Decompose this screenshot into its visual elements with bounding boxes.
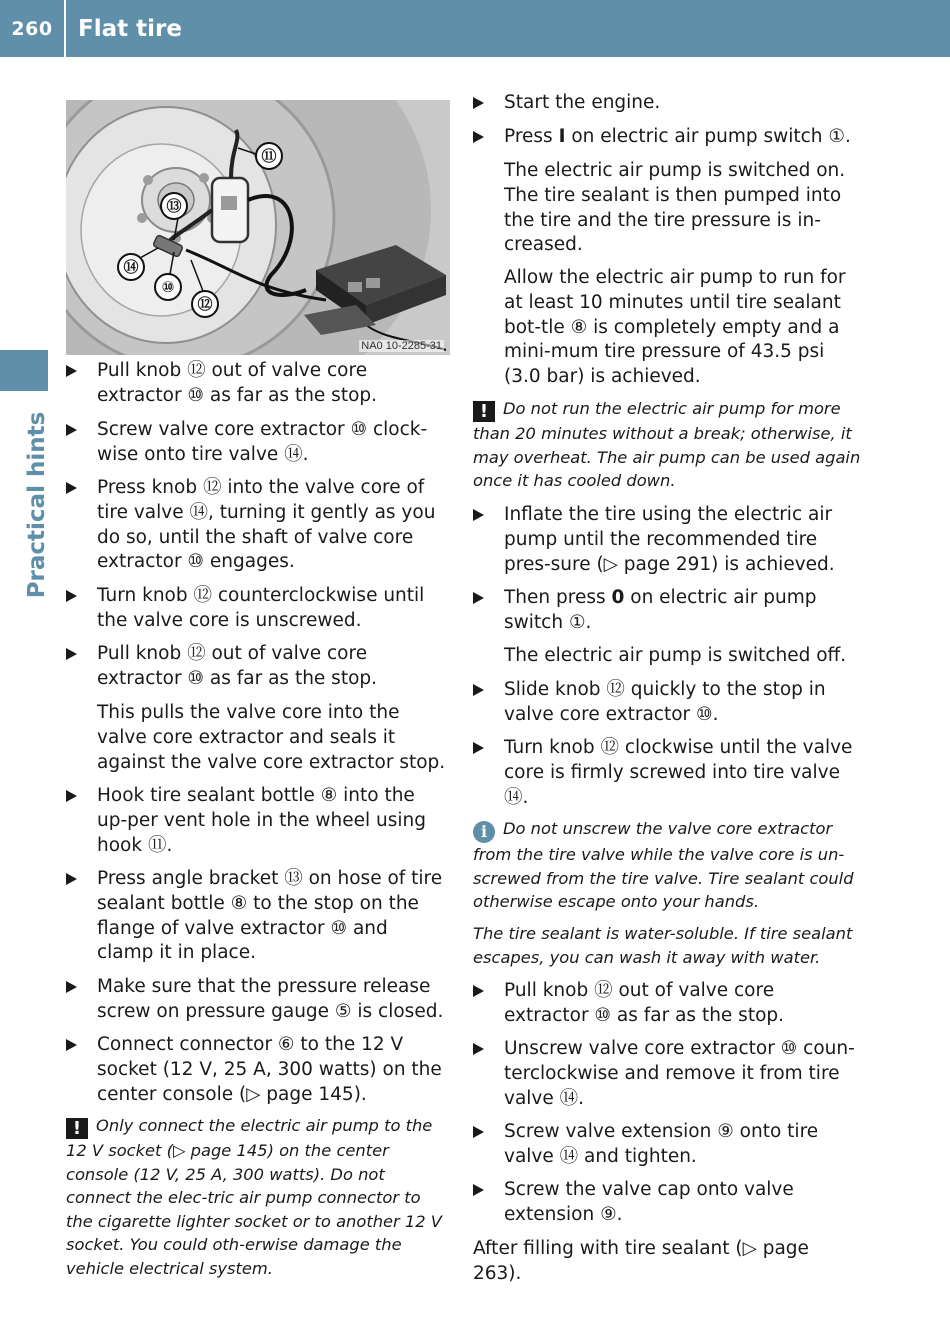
step-text: Make sure that the pressure release screw on pressure gauge ⑤ is closed. — [97, 976, 444, 1022]
list-item — [66, 867, 450, 966]
bullet-arrow-icon — [66, 981, 77, 993]
step-text: Screw the valve cap onto valve extension ⑨. — [504, 1179, 794, 1225]
step-text: Unscrew valve core extractor ⑩ coun-terclockwise and remove it from tire valve ⑭. — [504, 1038, 855, 1109]
list-item — [66, 784, 450, 858]
step-explanation: The electric air pump is switched on. The tire sealant is then pumped into the tire and the tire pressure is in-creased. — [504, 160, 846, 256]
bullet-arrow-icon — [66, 873, 77, 885]
bullet-arrow-icon — [66, 590, 77, 602]
figure-reference-code: NA0 10-2285-31 — [361, 340, 442, 352]
tire-illustration-graphic — [66, 100, 450, 355]
bullet-arrow-icon — [473, 1184, 484, 1196]
list-item — [66, 418, 450, 468]
list-item — [473, 678, 863, 728]
step-text: Turn knob ⑫ counterclockwise until the valve core is unscrewed. — [97, 585, 425, 631]
closing-text: After filling with tire sealant (▷ page 263). — [473, 1238, 809, 1284]
callout-10: ⑩ — [161, 278, 175, 296]
list-item — [66, 359, 450, 409]
bullet-arrow-icon — [473, 1126, 484, 1138]
list-item — [473, 503, 863, 577]
header-divider — [64, 0, 66, 57]
switch-position-off: 0 — [611, 587, 625, 608]
step-explanation: This pulls the valve core into the valve core extractor and seals it against the valve core extractor stop. — [97, 702, 446, 773]
list-item — [473, 1120, 863, 1170]
step-text: Slide knob ⑫ quickly to the stop in valve core extractor ⑩. — [504, 679, 826, 725]
list-item — [473, 125, 863, 150]
step-text: Pull knob ⑫ out of valve core extractor ⑩ as far as the stop. — [504, 980, 785, 1026]
bullet-arrow-icon — [473, 1043, 484, 1055]
tire-sealant-illustration — [66, 100, 450, 355]
page-number: 260 — [11, 17, 53, 40]
callout-11: ⑪ — [261, 147, 277, 165]
page-title: Flat tire — [78, 15, 182, 42]
step-text: Pull knob ⑫ out of valve core extractor ⑩ as far as the stop. — [97, 360, 378, 406]
bullet-arrow-icon — [66, 648, 77, 660]
section-tab-marker — [0, 350, 48, 391]
callout-13: ⑬ — [166, 197, 182, 215]
callout-12: ⑫ — [197, 295, 213, 313]
step-text: Screw valve core extractor ⑩ clock-wise onto tire valve ⑭. — [97, 419, 428, 465]
bullet-arrow-icon — [473, 509, 484, 521]
bullet-arrow-icon — [473, 985, 484, 997]
warning-note — [473, 397, 863, 493]
list-item — [473, 736, 863, 810]
list-item — [473, 586, 863, 636]
step-text: on electric air pump switch ①. — [565, 126, 851, 147]
list-item — [473, 979, 863, 1029]
step-text: Start the engine. — [504, 92, 661, 113]
section-tab-label: Practical hints — [24, 411, 50, 599]
info-note — [473, 817, 863, 914]
warning-icon: ! — [473, 401, 495, 422]
bullet-arrow-icon — [66, 482, 77, 494]
bullet-arrow-icon — [473, 592, 484, 604]
step-text: on electric air pump switch ①. — [504, 587, 817, 633]
info-icon: i — [473, 821, 495, 843]
list-item — [66, 584, 450, 634]
list-item — [66, 642, 450, 692]
list-item — [66, 476, 450, 575]
list-item — [473, 1178, 863, 1228]
warning-note — [66, 1114, 450, 1280]
list-item — [473, 1037, 863, 1111]
warning-text: Only connect the electric air pump to the 12 V socket (▷ page 145) on the center console (12 V, 25 A, 300 watts). Do not connect the elec-tric air pump connector to the cigarette lighter socket or to another 12 V socket. You could oth-erwise damage the vehicle electrical system. — [66, 1116, 442, 1278]
warning-text: Do not run the electric air pump for more than 20 minutes without a break; otherwise, it may overheat. The air pump can be used again once it has cooled down. — [473, 399, 861, 490]
bullet-arrow-icon — [66, 1039, 77, 1051]
list-item — [473, 91, 863, 116]
switch-position-on: I — [558, 126, 566, 147]
step-text: Connect connector ⑥ to the 12 V socket (12 V, 25 A, 300 watts) on the center console (▷ page 145). — [97, 1034, 442, 1105]
step-text: Screw valve extension ⑨ onto tire valve ⑭ and tighten. — [504, 1121, 819, 1167]
step-explanation: Allow the electric air pump to run for at least 10 minutes until tire sealant bot-tle ⑧ is completely empty and a mini-mum tire pressure of 43.5 psi (3.0 bar) is achieved. — [504, 267, 846, 388]
info-note-continued: The tire sealant is water-soluble. If tire sealant escapes, you can wash it away with water. — [473, 924, 853, 967]
step-text: Turn knob ⑫ clockwise until the valve core is firmly screwed into tire valve ⑭. — [504, 737, 853, 808]
step-text: Pull knob ⑫ out of valve core extractor ⑩ as far as the stop. — [97, 643, 378, 689]
step-text: Inflate the tire using the electric air pump until the recommended tire pres-sure (▷ page 291) is achieved. — [504, 504, 835, 575]
step-explanation: The electric air pump is switched off. — [504, 645, 847, 666]
bullet-arrow-icon — [473, 684, 484, 696]
warning-icon: ! — [66, 1118, 88, 1139]
list-item — [66, 1033, 450, 1107]
bullet-arrow-icon — [473, 131, 484, 143]
step-text: Press — [504, 126, 559, 147]
bullet-arrow-icon — [66, 424, 77, 436]
bullet-arrow-icon — [473, 742, 484, 754]
step-text: Press angle bracket ⑬ on hose of tire sealant bottle ⑧ to the stop on the flange of valve extractor ⑩ and clamp it in place. — [97, 868, 443, 964]
list-item — [66, 975, 450, 1025]
bullet-arrow-icon — [66, 790, 77, 802]
bullet-arrow-icon — [66, 365, 77, 377]
step-text: Hook tire sealant bottle ⑧ into the up-per vent hole in the wheel using hook ⑪. — [97, 785, 426, 856]
page-header — [0, 0, 950, 57]
step-text: Then press — [504, 587, 612, 608]
bullet-arrow-icon — [473, 97, 484, 109]
callout-14: ⑭ — [123, 258, 139, 276]
info-text: Do not unscrew the valve core extractor from the tire valve while the valve core is un-screwed from the tire valve. Tire sealant could otherwise escape onto your hands. — [473, 819, 854, 911]
step-text: Press knob ⑫ into the valve core of tire valve ⑭, turning it gently as you do so, until the shaft of valve core extractor ⑩ engages. — [97, 477, 436, 573]
